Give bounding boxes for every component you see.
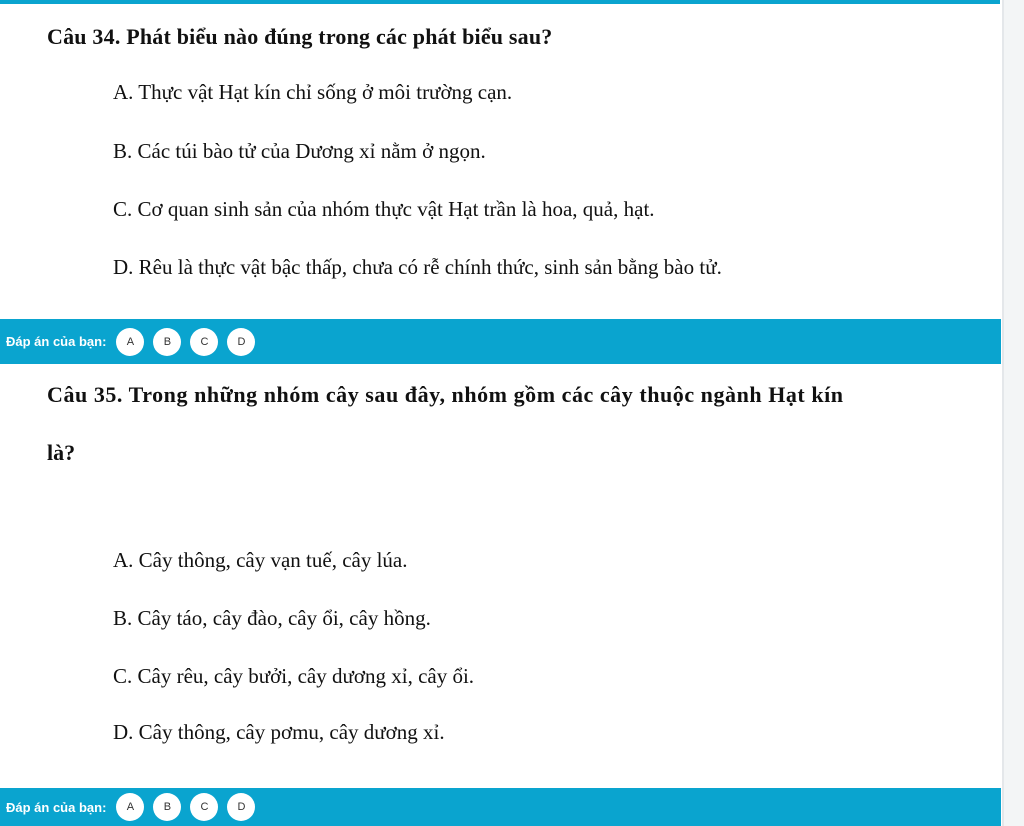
question-35-option-c: C. Cây rêu, cây bưởi, cây dương xỉ, cây ổi. bbox=[113, 664, 475, 688]
question-34-option-d: D. Rêu là thực vật bậc thấp, chưa có rễ chính thức, sinh sản bằng bào tử. bbox=[113, 255, 722, 279]
answer-choice-c[interactable]: C bbox=[190, 793, 218, 821]
scroll-edge bbox=[1002, 0, 1024, 826]
answer-label: Đáp án của bạn: bbox=[6, 799, 107, 815]
question-34-option-c: C. Cơ quan sinh sản của nhóm thực vật Hạt trần là hoa, quả, hạt. bbox=[113, 197, 655, 221]
question-35-title-line2: là? bbox=[47, 440, 76, 465]
question-34-option-a: A. Thực vật Hạt kín chỉ sống ở môi trường cạn. bbox=[113, 80, 513, 104]
answer-choice-d[interactable]: D bbox=[227, 793, 255, 821]
answer-bar-34 bbox=[0, 319, 1001, 364]
answer-choice-d[interactable]: D bbox=[227, 328, 255, 356]
answer-choice-c[interactable]: C bbox=[190, 328, 218, 356]
question-34-option-b: B. Các túi bào tử của Dương xỉ nằm ở ngọn. bbox=[113, 139, 486, 163]
top-accent-strip bbox=[0, 0, 1000, 4]
answer-choice-b[interactable]: B bbox=[153, 793, 181, 821]
answer-choice-a[interactable]: A bbox=[116, 328, 144, 356]
question-35-option-a: A. Cây thông, cây vạn tuế, cây lúa. bbox=[113, 548, 408, 572]
answer-choice-b[interactable]: B bbox=[153, 328, 181, 356]
answer-bar-35 bbox=[0, 788, 1001, 826]
question-34-title: Câu 34. Phát biểu nào đúng trong các phát biểu sau? bbox=[47, 24, 553, 49]
question-35-option-d: D. Cây thông, cây pơmu, cây dương xỉ. bbox=[113, 720, 445, 744]
question-35-option-b: B. Cây táo, cây đào, cây ổi, cây hồng. bbox=[113, 606, 431, 630]
answer-choice-a[interactable]: A bbox=[116, 793, 144, 821]
question-35-title-line1: Câu 35. Trong những nhóm cây sau đây, nhóm gồm các cây thuộc ngành Hạt kín bbox=[47, 382, 844, 407]
answer-label: Đáp án của bạn: bbox=[6, 334, 107, 349]
